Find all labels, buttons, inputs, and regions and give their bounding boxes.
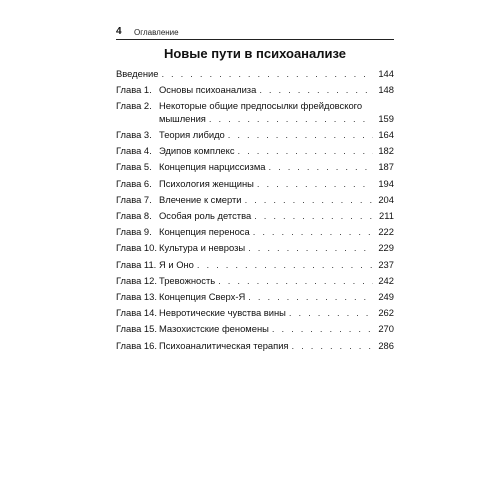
toc-entry-chapter: Глава 3. xyxy=(116,129,152,141)
toc-entry-chapter-3[interactable] xyxy=(116,129,394,142)
toc-entry-chapter-5[interactable] xyxy=(116,161,394,174)
toc-entry-title: Концепция переноса xyxy=(159,226,250,238)
toc-entry-chapter-13[interactable] xyxy=(116,291,394,304)
toc-entry-chapter: Глава 9. xyxy=(116,226,152,238)
toc-entry-page: 249 xyxy=(378,290,394,302)
toc-entry-title: Мазохистские феномены xyxy=(159,323,269,335)
toc-entry-page: 237 xyxy=(378,258,394,270)
toc-entry-chapter-10[interactable] xyxy=(116,242,394,255)
toc-entry-page: 211 xyxy=(379,210,394,221)
toc-entry-page: 144 xyxy=(378,68,394,79)
toc-entry-chapter-11[interactable] xyxy=(116,259,394,272)
page-number: 4 xyxy=(116,26,122,37)
toc-entry-page: 242 xyxy=(378,274,394,286)
toc-entry-chapter-8[interactable] xyxy=(116,210,394,223)
toc-entry-chapter: Глава 13. xyxy=(116,290,157,302)
toc-entry-page: 286 xyxy=(378,339,394,351)
toc-entry-chapter-14[interactable] xyxy=(116,307,394,320)
toc-entry-page: 164 xyxy=(378,129,394,141)
toc-entry-title-line1: Некоторые общие предпосылки фрейдовского xyxy=(159,100,363,112)
toc-entry-title: Психология женщины xyxy=(159,177,254,189)
toc-entry-chapter-2[interactable] xyxy=(116,100,394,125)
toc-entry-chapter: Глава 16. xyxy=(116,339,157,351)
toc-entry-title: Культура и неврозы xyxy=(159,242,246,254)
toc-entry-page: 159 xyxy=(378,112,394,124)
toc-entry-page: 187 xyxy=(378,161,394,173)
toc-entry-chapter: Глава 2. xyxy=(116,100,152,112)
dot-leader xyxy=(259,84,373,97)
toc-entry-intro[interactable] xyxy=(116,68,394,81)
toc-entry-title: Психоаналитическая терапия xyxy=(159,339,289,351)
dot-leader xyxy=(289,307,373,320)
toc-entry-page: 222 xyxy=(378,226,394,238)
toc-entry-chapter: Глава 8. xyxy=(116,210,152,221)
toc-entry-title: Концепция нарциссизма xyxy=(159,161,266,173)
toc-entry-title: Влечение к смерти xyxy=(159,193,242,205)
dot-leader xyxy=(218,275,373,288)
page-title: Новые пути в психоанализе xyxy=(163,46,347,61)
dot-leader xyxy=(238,145,373,158)
toc-entry-title: Я и Оно xyxy=(159,258,194,270)
toc-entry-page: 262 xyxy=(378,307,394,319)
toc-entry-chapter-6[interactable] xyxy=(116,178,394,191)
dot-leader xyxy=(248,291,373,304)
toc-entry-title: Введение xyxy=(116,68,159,79)
toc-entry-chapter-7[interactable] xyxy=(116,194,394,207)
running-header xyxy=(116,24,394,40)
toc-entry-chapter: Глава 14. xyxy=(116,307,157,319)
toc-entry-page: 270 xyxy=(378,323,394,335)
dot-leader xyxy=(268,161,373,174)
toc-entry-chapter: Глава 5. xyxy=(116,161,152,173)
toc-entry-title: Концепция Сверх-Я xyxy=(159,290,246,302)
toc-entry-chapter-15[interactable] xyxy=(116,323,394,336)
toc-entry-page: 229 xyxy=(378,242,394,254)
toc-entry-chapter-1[interactable] xyxy=(116,84,394,97)
dot-leader xyxy=(228,129,373,142)
toc-entry-title: Эдипов комплекс xyxy=(159,145,235,157)
toc-entry-page: 194 xyxy=(378,177,394,189)
dot-leader xyxy=(248,242,373,255)
toc-entry-page: 148 xyxy=(378,84,394,96)
toc-entry-chapter: Глава 1. xyxy=(116,84,152,96)
table-of-contents xyxy=(116,68,394,356)
toc-entry-chapter: Глава 15. xyxy=(116,323,157,335)
toc-entry-chapter: Глава 7. xyxy=(116,193,152,205)
toc-entry-page: 182 xyxy=(378,145,394,157)
dot-leader xyxy=(197,259,373,272)
toc-entry-page: 204 xyxy=(378,193,394,205)
section-name: Оглавление xyxy=(134,27,179,37)
dot-leader xyxy=(209,113,373,126)
toc-entry-title: Тревожность xyxy=(159,274,216,286)
dot-leader xyxy=(253,226,373,239)
toc-entry-title: Особая роль детства xyxy=(159,210,252,221)
dot-leader xyxy=(161,68,373,81)
toc-entry-chapter: Глава 11. xyxy=(116,258,157,270)
toc-entry-chapter-9[interactable] xyxy=(116,226,394,239)
dot-leader xyxy=(254,210,373,223)
toc-entry-title-line2: мышления xyxy=(159,112,206,124)
toc-entry-chapter-12[interactable] xyxy=(116,275,394,288)
toc-entry-title: Теория либидо xyxy=(159,129,225,141)
toc-entry-chapter: Глава 4. xyxy=(116,145,152,157)
toc-entry-chapter-16[interactable] xyxy=(116,340,394,353)
dot-leader xyxy=(272,323,373,336)
toc-entry-chapter: Глава 6. xyxy=(116,177,152,189)
toc-entry-chapter: Глава 12. xyxy=(116,274,157,286)
toc-entry-title: Основы психоанализа xyxy=(159,84,257,96)
toc-entry-chapter-4[interactable] xyxy=(116,145,394,158)
dot-leader xyxy=(257,178,373,191)
toc-entry-chapter: Глава 10. xyxy=(116,242,157,254)
toc-entry-title: Невротические чувства вины xyxy=(159,307,286,319)
dot-leader xyxy=(292,340,373,353)
dot-leader xyxy=(245,194,373,207)
